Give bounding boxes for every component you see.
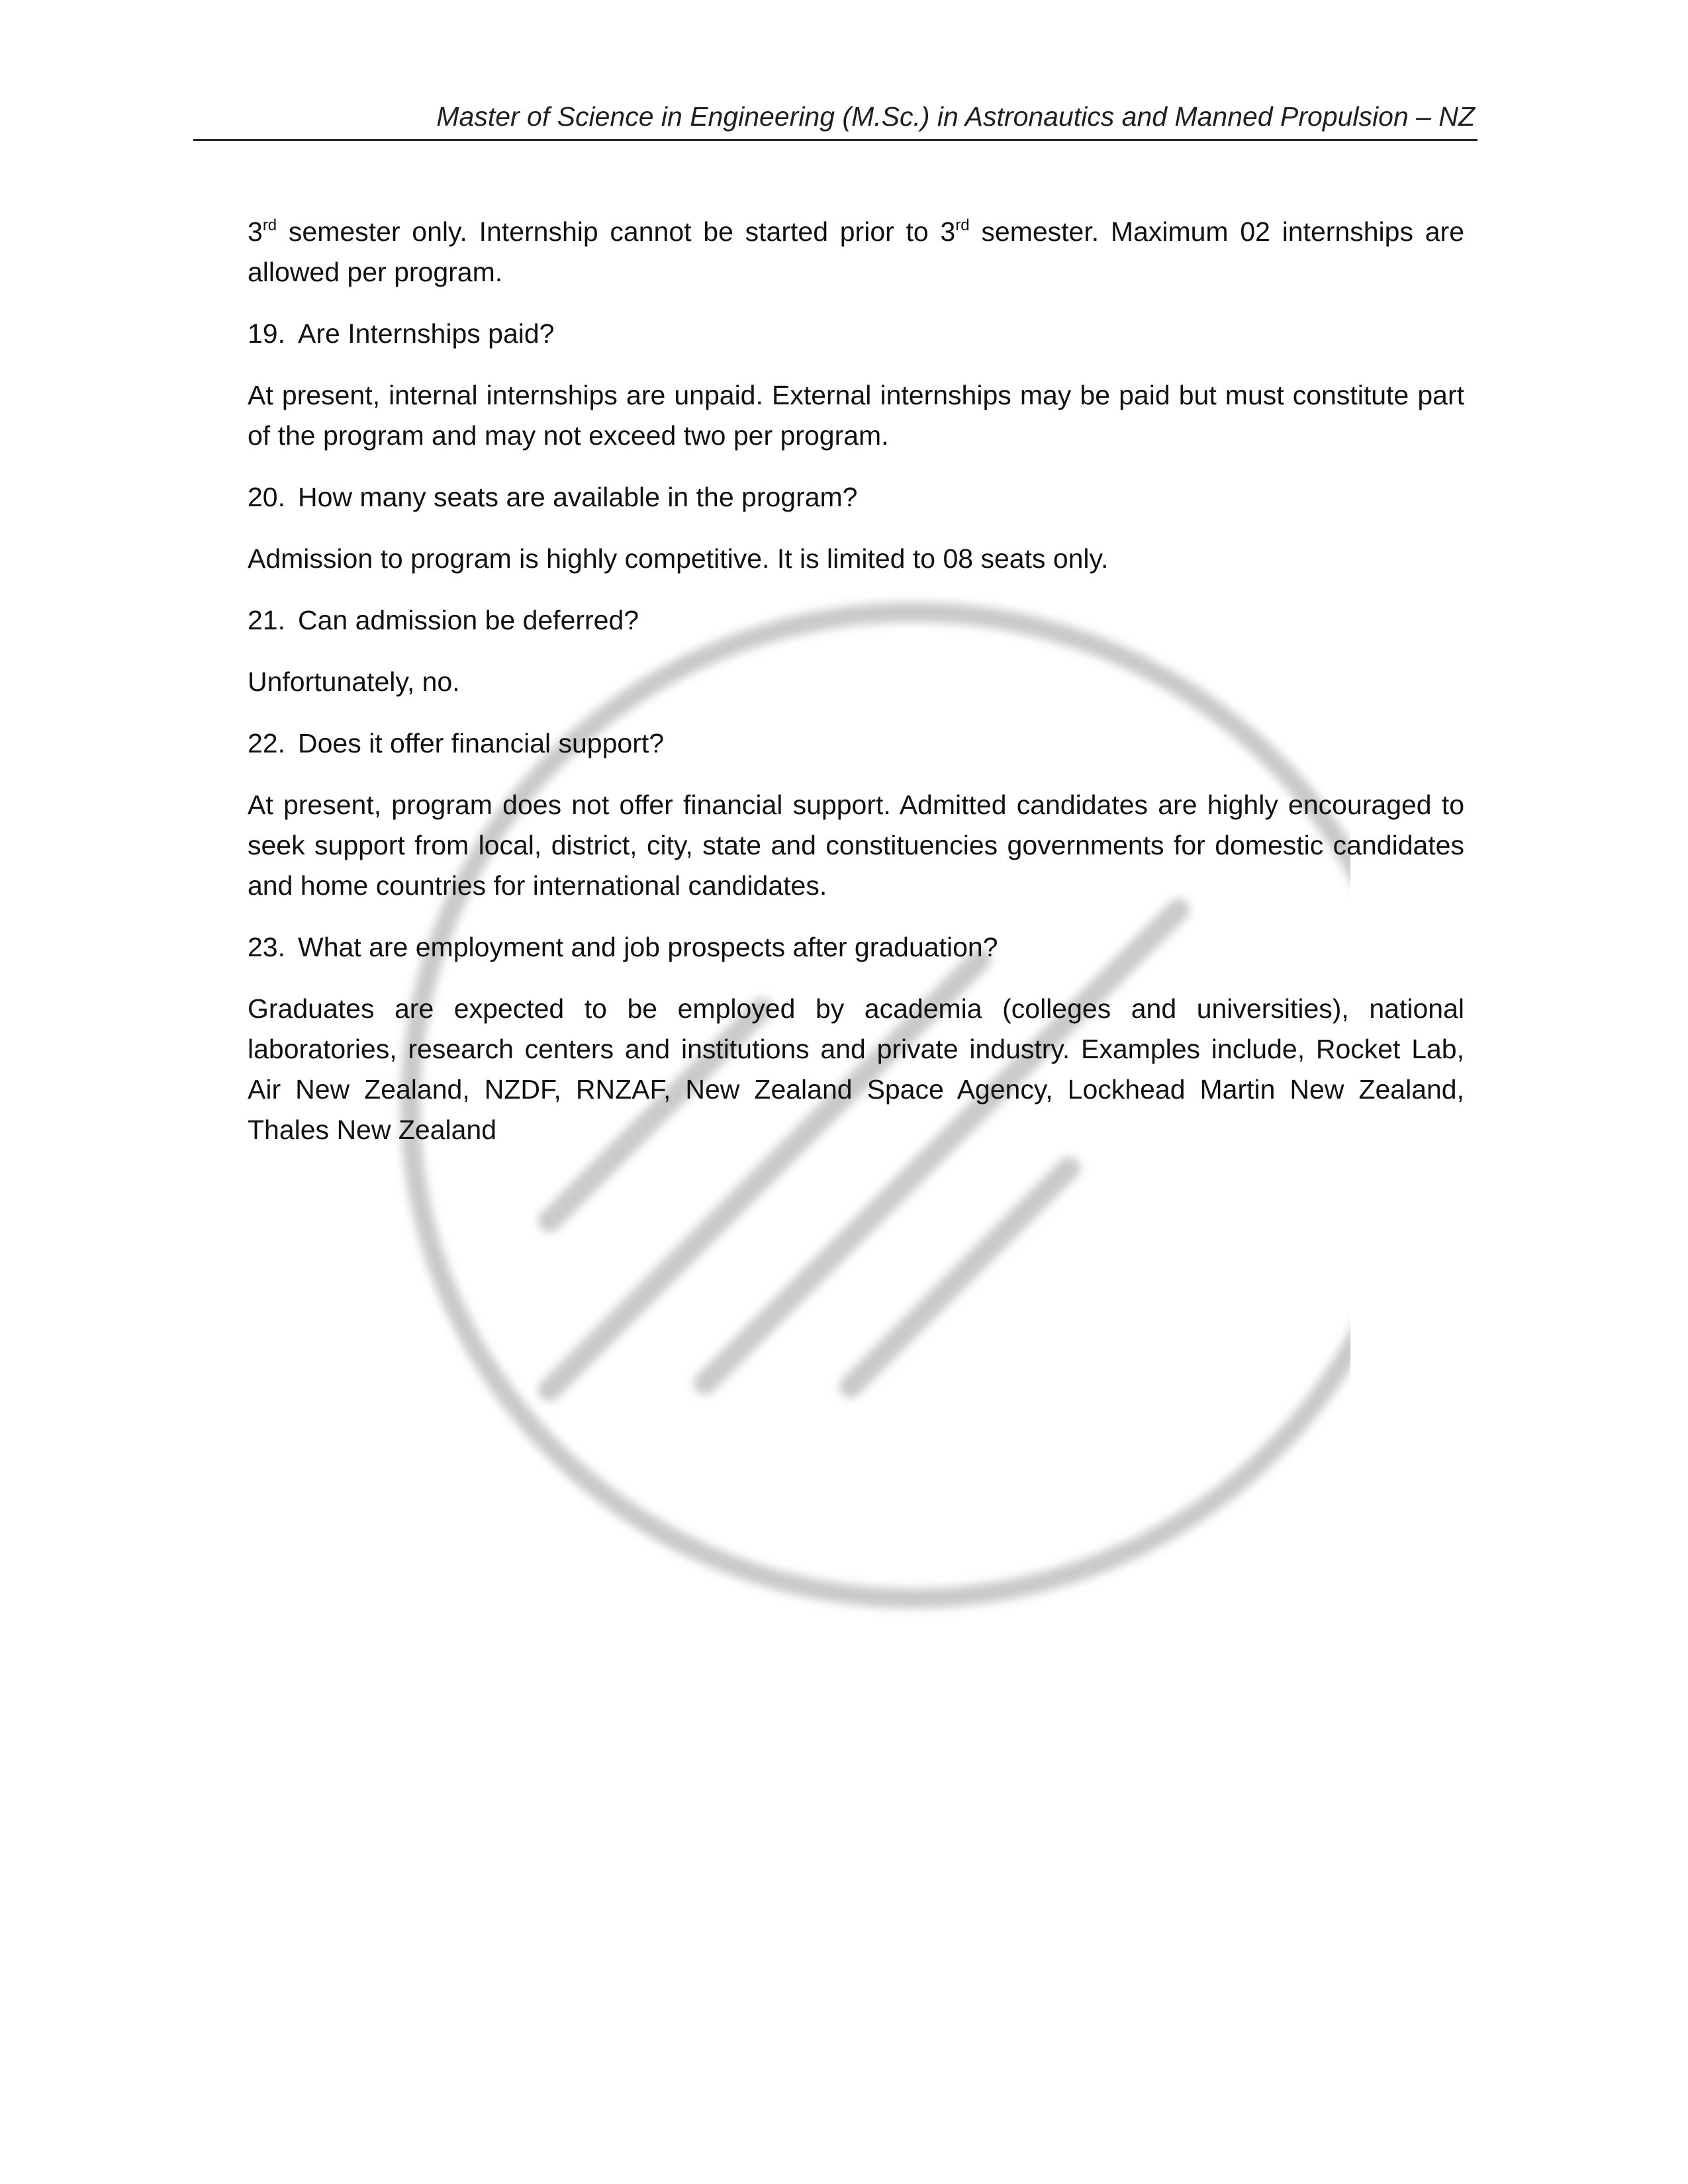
- faq-question-20: [248, 477, 1464, 518]
- faq-answer-22: At present, program does not offer financial support. Admitted candidates are highly encouraged to seek support from local, district, city, state and constituencies governments for domestic candidates and home countries for international candidates.: [248, 790, 1464, 901]
- question-text: Are Internships paid?: [298, 318, 555, 349]
- question-text: Does it offer financial support?: [298, 728, 665, 758]
- question-number: 19.: [248, 318, 285, 349]
- faq-answer-23: Graduates are expected to be employed by academia (colleges and universities), national laboratories, research centers and institutions and private industry. Examples include, Rocket Lab, Air New Zealand, NZDF, RNZAF, New Zealand Space Agency, Lockhead Martin New Zealand, Thales New Zealand: [248, 993, 1464, 1145]
- intro-superscript-2: rd: [955, 216, 970, 234]
- question-text: Can admission be deferred?: [298, 605, 639, 635]
- question-number: 22.: [248, 728, 285, 758]
- watermark-stroke-4: [851, 1168, 1069, 1387]
- intro-part-2: semester only. Internship cannot be started prior to 3: [277, 216, 956, 247]
- faq-answer-20: Admission to program is highly competitive. It is limited to 08 seats only.: [248, 543, 1109, 574]
- faq-question-22: [248, 723, 1464, 764]
- question-text: What are employment and job prospects after graduation?: [298, 932, 998, 962]
- intro-part-3: semester. Maximum 02 internships are allowed per program.: [248, 216, 1464, 287]
- question-text: How many seats are available in the program?: [298, 482, 858, 512]
- faq-question-23: [248, 927, 1464, 968]
- intro-paragraph: [248, 212, 1464, 293]
- question-number: 20.: [248, 482, 285, 512]
- intro-part-1: 3: [248, 216, 263, 247]
- question-number: 23.: [248, 932, 285, 962]
- intro-superscript-1: rd: [262, 216, 277, 234]
- document-body: [248, 212, 1464, 1171]
- question-number: 21.: [248, 605, 285, 635]
- faq-question-19: [248, 314, 1464, 354]
- faq-answer-21: Unfortunately, no.: [248, 666, 460, 697]
- faq-question-21: [248, 600, 1464, 641]
- header-title: Master of Science in Engineering (M.Sc.) in Astronautics and Manned Propulsion – NZ: [436, 101, 1475, 132]
- faq-answer-19: At present, internal internships are unpaid. External internships may be paid but must constitute part of the program and may not exceed two per program.: [248, 380, 1464, 451]
- page-header: [193, 98, 1477, 141]
